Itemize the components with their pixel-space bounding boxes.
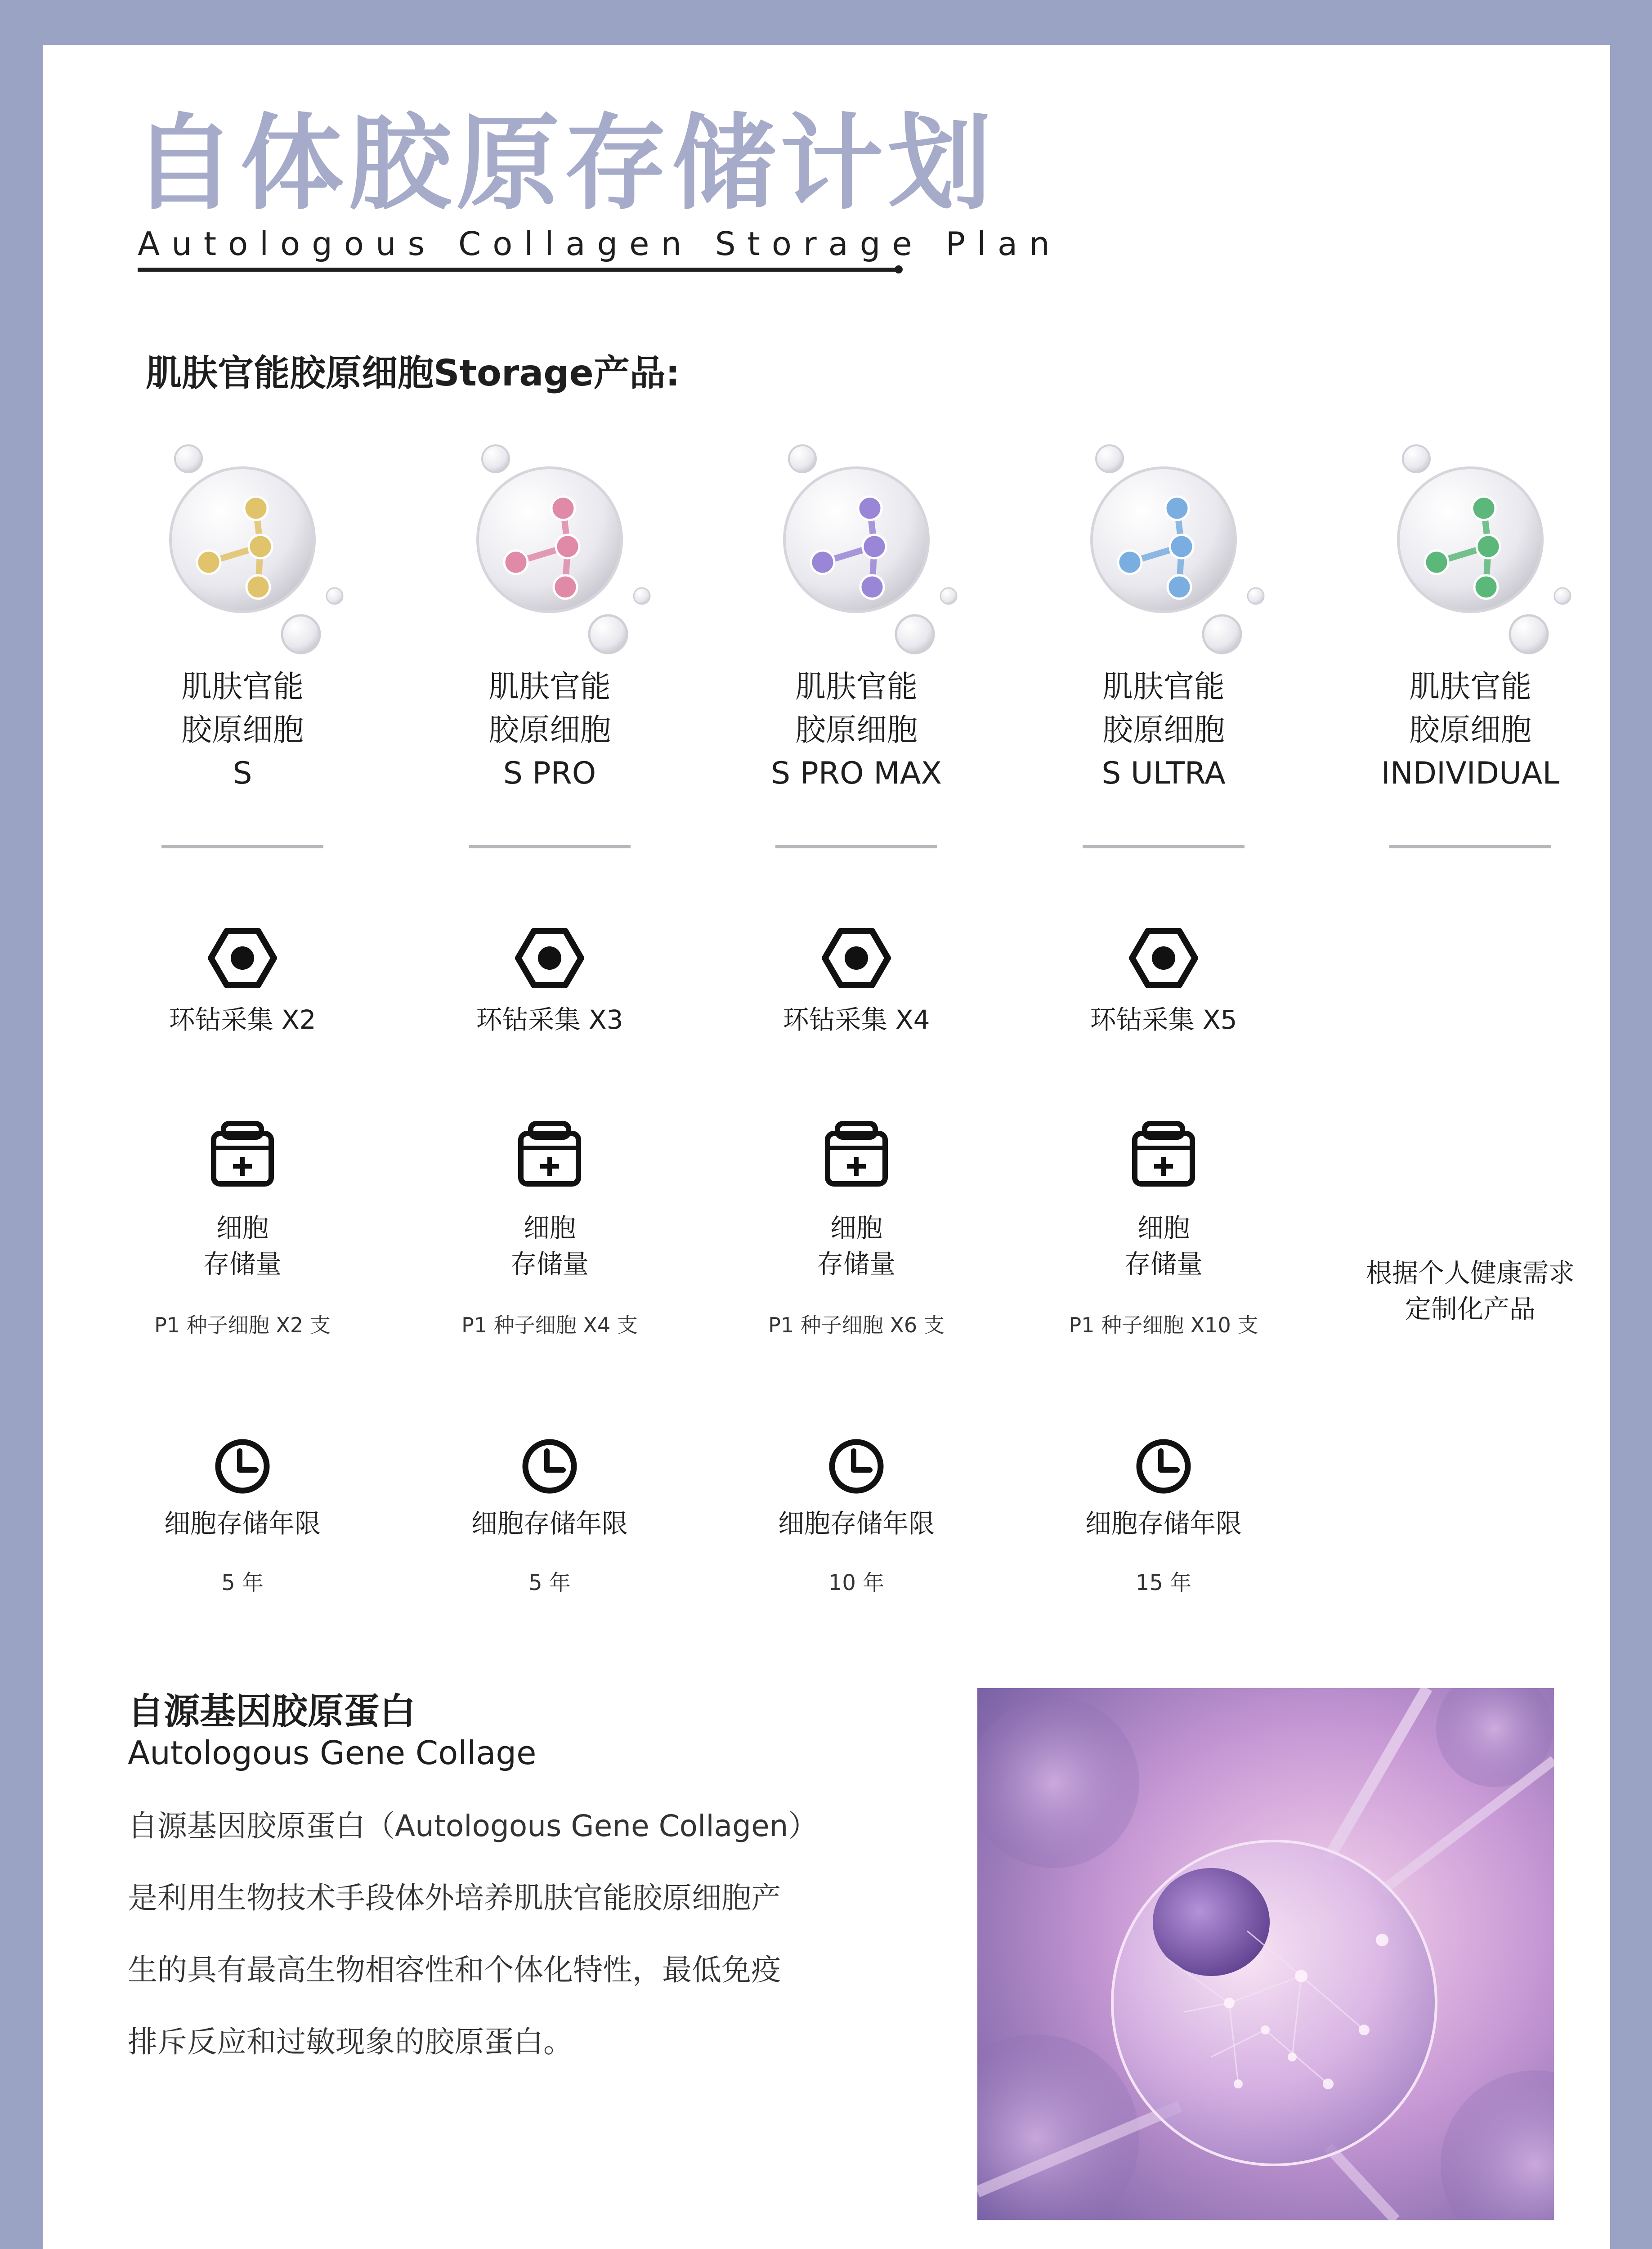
product-divider <box>161 845 323 848</box>
storage-years-value: 5 年 <box>221 1570 264 1595</box>
gene-collagen-description: 自源基因胶原蛋白（Autologous Gene Collagen） 是利用生物技术手段体外培养肌肤官能胶原细胞产 生的具有最高生物相容性和个体化特性，最低免疫 排斥反应和过敏现象的胶原蛋白。 <box>128 1809 818 2059</box>
product-divider <box>469 845 631 848</box>
product-column-individual <box>1317 45 1623 1619</box>
molecule-sphere-icon <box>1317 427 1623 670</box>
gene-collagen-subtitle: Autologous Gene Collage <box>128 1734 537 1772</box>
custom-product-note: 根据个人健康需求 定制化产品 <box>1365 1258 1575 1324</box>
product-name: 肌肤官能 胶原细胞 S PRO MAX <box>771 669 942 791</box>
page <box>43 45 1610 2249</box>
hex-nut-icon <box>703 922 1009 994</box>
clock-icon <box>703 1430 1009 1502</box>
cell-storage-amount: P1 种子细胞 X10 支 <box>1069 1313 1258 1337</box>
product-name: 肌肤官能 胶原细胞 S ULTRA <box>1101 669 1226 791</box>
product-column-s-ultra <box>1011 45 1316 1619</box>
clock-icon <box>1011 1430 1316 1502</box>
medical-kit-icon <box>703 1116 1009 1187</box>
product-column-s <box>90 45 395 1619</box>
product-name: 肌肤官能 胶原细胞 S <box>181 669 304 791</box>
storage-years-label: 细胞存储年限 <box>778 1508 935 1539</box>
product-divider <box>1083 845 1245 848</box>
cell-sphere-photo <box>977 1688 1554 2220</box>
product-name: 肌肤官能 胶原细胞 INDIVIDUAL <box>1381 669 1560 791</box>
collect-count: 环钻采集 X3 <box>476 1004 623 1035</box>
molecule-sphere-icon <box>397 427 703 670</box>
product-divider <box>775 845 937 848</box>
molecule-sphere-icon <box>703 427 1009 670</box>
molecule-sphere-icon <box>1011 427 1316 670</box>
storage-years-label: 细胞存储年限 <box>471 1508 628 1539</box>
product-name: 肌肤官能 胶原细胞 S PRO <box>488 669 611 791</box>
cell-storage-label: 细胞 存储量 <box>817 1213 895 1279</box>
clock-icon <box>90 1430 395 1502</box>
gene-collagen-title: 自源基因胶原蛋白 <box>128 1690 416 1732</box>
storage-years-value: 10 年 <box>828 1570 885 1595</box>
cell-storage-amount: P1 种子细胞 X6 支 <box>768 1313 945 1337</box>
medical-kit-icon <box>397 1116 703 1187</box>
section-label: 肌肤官能胶原细胞Storage产品: <box>146 352 680 394</box>
page-subtitle: Autologous Collagen Storage Plan <box>138 225 1061 263</box>
hex-nut-icon <box>397 922 703 994</box>
storage-years-label: 细胞存储年限 <box>164 1508 321 1539</box>
medical-kit-icon <box>1011 1116 1316 1187</box>
clock-icon <box>397 1430 703 1502</box>
cell-storage-label: 细胞 存储量 <box>510 1213 589 1279</box>
collect-count: 环钻采集 X4 <box>783 1004 930 1035</box>
product-divider <box>1389 845 1551 848</box>
page-title: 自体胶原存储计划 <box>132 104 996 224</box>
collect-count: 环钻采集 X2 <box>169 1004 316 1035</box>
hex-nut-icon <box>90 922 395 994</box>
molecule-sphere-icon <box>90 427 395 670</box>
product-column-s-pro-max <box>703 45 1009 1619</box>
storage-years-value: 5 年 <box>528 1570 571 1595</box>
cell-storage-label: 细胞 存储量 <box>203 1213 282 1279</box>
product-column-s-pro <box>397 45 703 1619</box>
storage-years-value: 15 年 <box>1135 1570 1192 1595</box>
collect-count: 环钻采集 X5 <box>1090 1004 1237 1035</box>
cell-storage-amount: P1 种子细胞 X4 支 <box>461 1313 638 1337</box>
storage-years-label: 细胞存储年限 <box>1085 1508 1242 1539</box>
cell-storage-amount: P1 种子细胞 X2 支 <box>154 1313 331 1337</box>
cell-storage-label: 细胞 存储量 <box>1124 1213 1203 1279</box>
hex-nut-icon <box>1011 922 1316 994</box>
medical-kit-icon <box>90 1116 395 1187</box>
